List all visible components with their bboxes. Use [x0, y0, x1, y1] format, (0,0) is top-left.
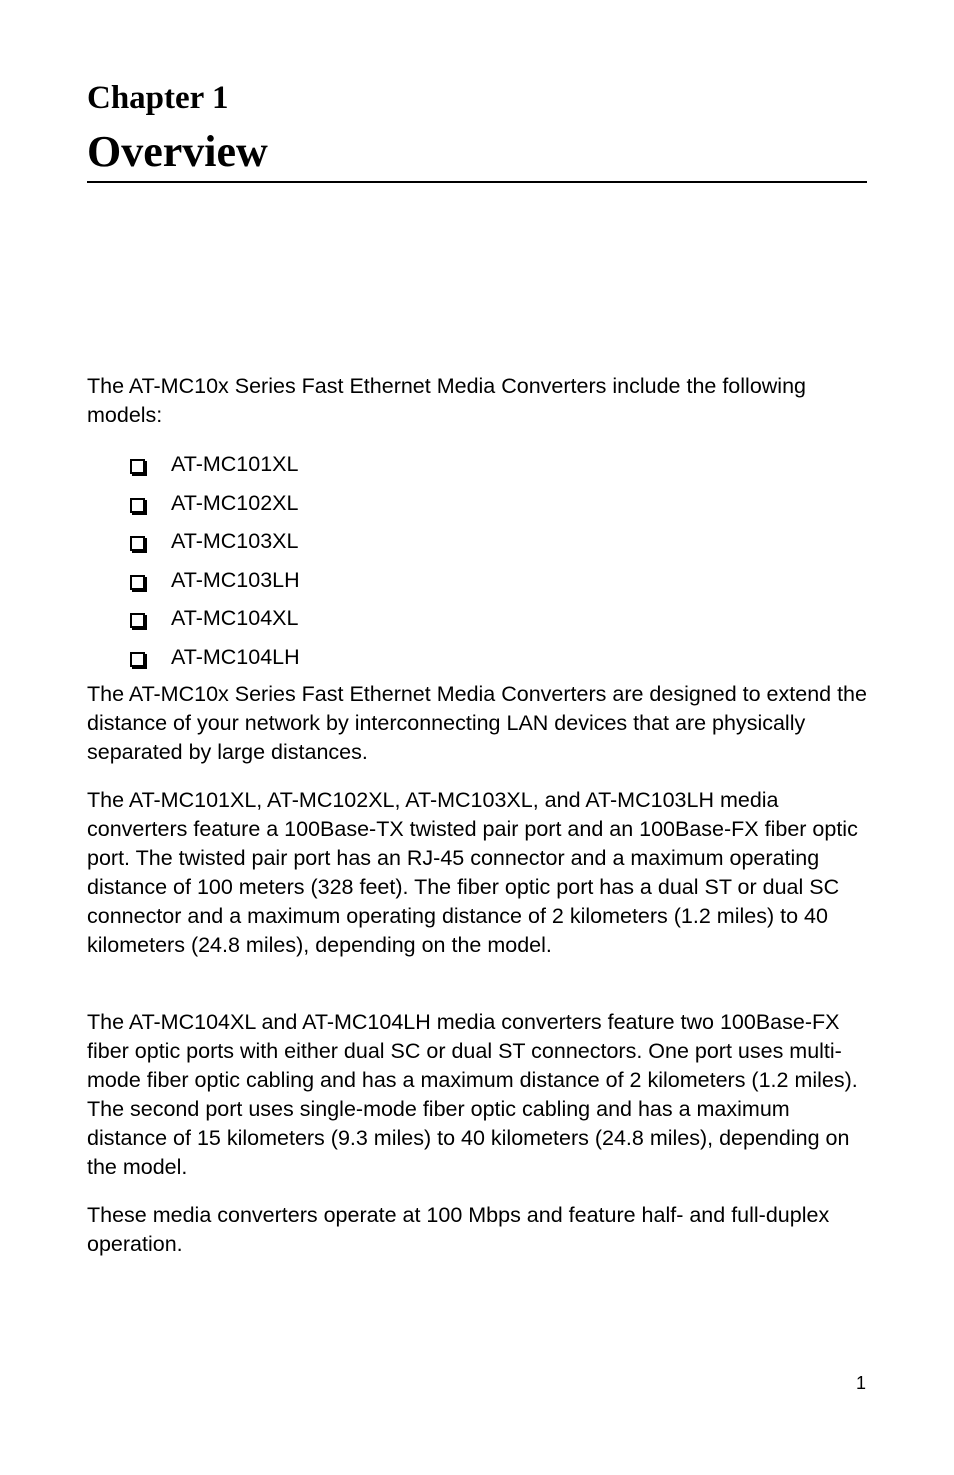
- checkbox-bullet-icon: [130, 575, 145, 590]
- model-name: AT-MC103LH: [171, 567, 300, 592]
- list-item: [130, 527, 300, 566]
- title-rule: [87, 181, 867, 183]
- checkbox-bullet-icon: [130, 536, 145, 551]
- body-paragraph-operation: These media converters operate at 100 Mbps and feature half- and full-duplex operation.: [87, 1203, 830, 1256]
- body-paragraph-tx-models: The AT-MC101XL, AT-MC102XL, AT-MC103XL, and AT-MC103LH media converters feature a 100Base-TX twisted pair port and an 100Base-FX fiber optic port. The twisted pair port has an RJ-45 connector and a maximum operating distance of 100 meters (328 feet). The fiber optic port has a dual ST or dual SC connector and a maximum operating distance of 2 kilometers (1.2 miles) to 40 kilometers (24.8 miles), depending on the model.: [87, 788, 858, 957]
- model-list: [130, 450, 300, 681]
- list-item: [130, 489, 300, 528]
- checkbox-bullet-icon: [130, 459, 145, 474]
- list-item: [130, 450, 300, 489]
- model-name: AT-MC104XL: [171, 606, 299, 630]
- checkbox-bullet-icon: [130, 613, 145, 628]
- model-name: AT-MC103XL: [171, 529, 299, 553]
- page-number: 1: [855, 1373, 866, 1393]
- checkbox-bullet-icon: [130, 498, 145, 513]
- list-item: [130, 566, 300, 605]
- chapter-title: Overview: [87, 127, 268, 176]
- model-name: AT-MC101XL: [171, 452, 299, 476]
- intro-paragraph: The AT-MC10x Series Fast Ethernet Media Converters include the following models:: [87, 374, 806, 427]
- model-name: AT-MC102XL: [171, 490, 299, 515]
- list-item: [130, 643, 300, 682]
- checkbox-bullet-icon: [130, 652, 145, 667]
- list-item: [130, 604, 300, 643]
- model-name: AT-MC104LH: [171, 644, 300, 669]
- body-paragraph-purpose: The AT-MC10x Series Fast Ethernet Media Converters are designed to extend the distance of your network by interconnecting LAN devices that are physically separated by large distances.: [87, 682, 867, 764]
- chapter-label: Chapter 1: [87, 80, 229, 116]
- body-paragraph-fx-models: The AT-MC104XL and AT-MC104LH media converters feature two 100Base-FX fiber optic ports with either dual SC or dual ST connectors. One port uses multi-mode fiber optic cabling and has a maximum distance of 2 kilometers (1.2 miles). The second port uses single-mode fiber optic cabling and has a maximum distance of 15 kilometers (9.3 miles) to 40 kilometers (24.8 miles), depending on the model.: [87, 1010, 858, 1179]
